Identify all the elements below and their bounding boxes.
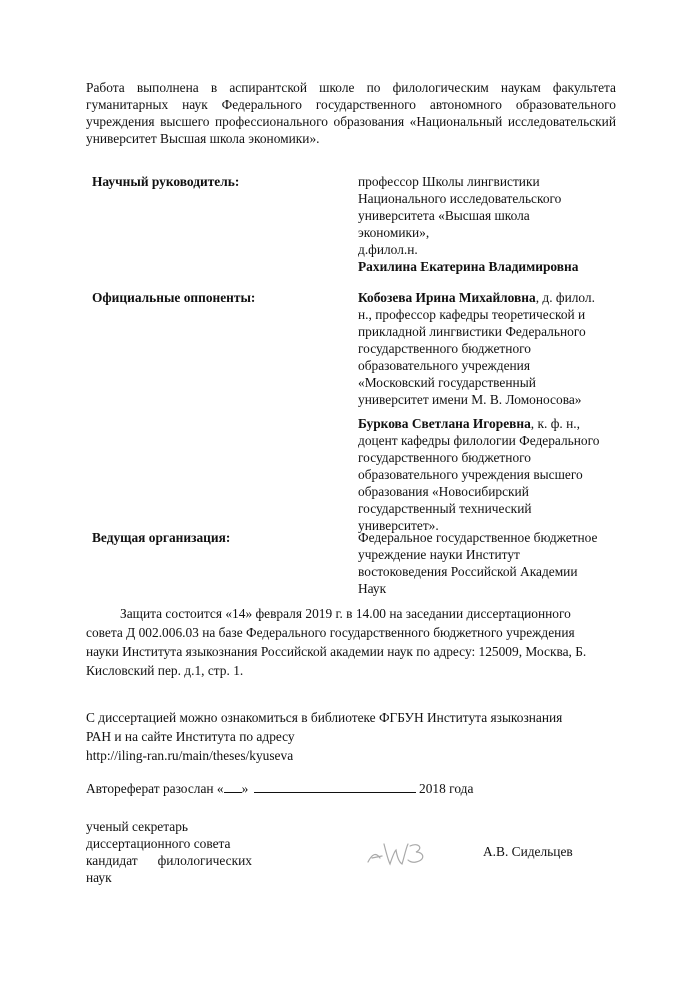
lead-org-info — [358, 529, 618, 597]
defense-line: науки Института языкознания Российской академии наук по адресу: 125009, Москва, Б. — [86, 644, 587, 659]
secretary-name: А.В. Сидельцев — [483, 844, 573, 859]
opponent-2-degree: , к. ф. н., — [530, 416, 580, 431]
month-blank — [254, 780, 416, 793]
defense-paragraph — [86, 604, 616, 680]
day-blank — [224, 780, 242, 793]
opponent-1-line: «Московский государственный — [358, 375, 536, 390]
sent-prefix: Автореферат разослан « — [86, 781, 224, 796]
supervisor-info — [358, 173, 618, 275]
secretary-degree-a: кандидат — [86, 853, 138, 868]
opponent-2-name: Буркова Светлана Игоревна — [358, 416, 531, 431]
secretary-degree-b: филологических — [157, 853, 252, 868]
opponent-2-line: образования «Новосибирский — [358, 484, 529, 499]
opponent-1-line: государственного бюджетного — [358, 341, 532, 356]
supervisor-line: профессор Школы лингвистики — [358, 174, 540, 189]
opponents-label: Официальные оппоненты: — [92, 290, 256, 305]
library-line: С диссертацией можно ознакомиться в библиотеке ФГБУН Института языкознания — [86, 710, 563, 725]
supervisor-line: Национального исследовательского — [358, 191, 562, 206]
library-line: РАН и на сайте Института по адресу — [86, 729, 295, 744]
opponent-1-info — [358, 289, 618, 408]
secretary-title: ученый секретарь — [86, 819, 189, 834]
lead-org-line: востоковедения Российской Академии — [358, 564, 578, 579]
lead-org-label: Ведущая организация: — [92, 530, 231, 545]
opponent-2-info — [358, 415, 618, 534]
secretary-block — [86, 818, 256, 886]
opponent-1-line: образовательного учреждения — [358, 358, 531, 373]
intro-paragraph: Работа выполнена в аспирантской школе по филологическим наукам факультета гуманитарных наук Федерального государственного автономного образовательного учреждения высшего профессионального образования «Национальный исследовательский университет Высшая школа экономики». — [86, 80, 616, 146]
library-paragraph — [86, 708, 616, 765]
handwritten-signature — [362, 832, 442, 872]
opponent-1-line: прикладной лингвистики Федерального — [358, 324, 586, 339]
opponent-1-degree: , д. филол. — [535, 290, 595, 305]
supervisor-line: д.филол.н. — [358, 242, 418, 257]
opponent-2-line: доцент кафедры филологии Федерального — [358, 433, 600, 448]
lead-org-line: Наук — [358, 581, 387, 596]
supervisor-name: Рахилина Екатерина Владимировна — [358, 259, 579, 274]
defense-line: совета Д 002.006.03 на базе Федерального государственного бюджетного учреждения — [86, 625, 575, 640]
supervisor-label: Научный руководитель: — [92, 174, 240, 189]
opponent-2-line: государственный технический — [358, 501, 532, 516]
lead-org-line: Федеральное государственное бюджетное — [358, 530, 598, 545]
secretary-degree-end: наук — [86, 870, 112, 885]
defense-line: Защита состоится «14» февраля 2019 г. в 14.00 на заседании диссертационного — [120, 606, 571, 621]
supervisor-line: экономики», — [358, 225, 430, 240]
opponent-1-line: университет имени М. В. Ломоносова» — [358, 392, 582, 407]
lead-org-line: учреждение науки Институт — [358, 547, 520, 562]
library-url: http://iling-ran.ru/main/theses/kyuseva — [86, 748, 294, 763]
defense-line: Кисловский пер. д.1, стр. 1. — [86, 663, 244, 678]
sent-quote-close: » — [241, 781, 249, 796]
opponent-1-line: н., профессор кафедры теоретической и — [358, 307, 586, 322]
sent-line — [86, 780, 473, 797]
opponent-2-line: образовательного учреждения высшего — [358, 467, 583, 482]
opponent-1-name: Кобозева Ирина Михайловна — [358, 290, 536, 305]
supervisor-line: университета «Высшая школа — [358, 208, 530, 223]
secretary-degree — [86, 852, 252, 869]
opponent-2-line: государственного бюджетного — [358, 450, 532, 465]
sent-suffix: 2018 года — [419, 781, 474, 796]
secretary-council: диссертационного совета — [86, 836, 231, 851]
opponent-2-line: университет». — [358, 518, 439, 533]
